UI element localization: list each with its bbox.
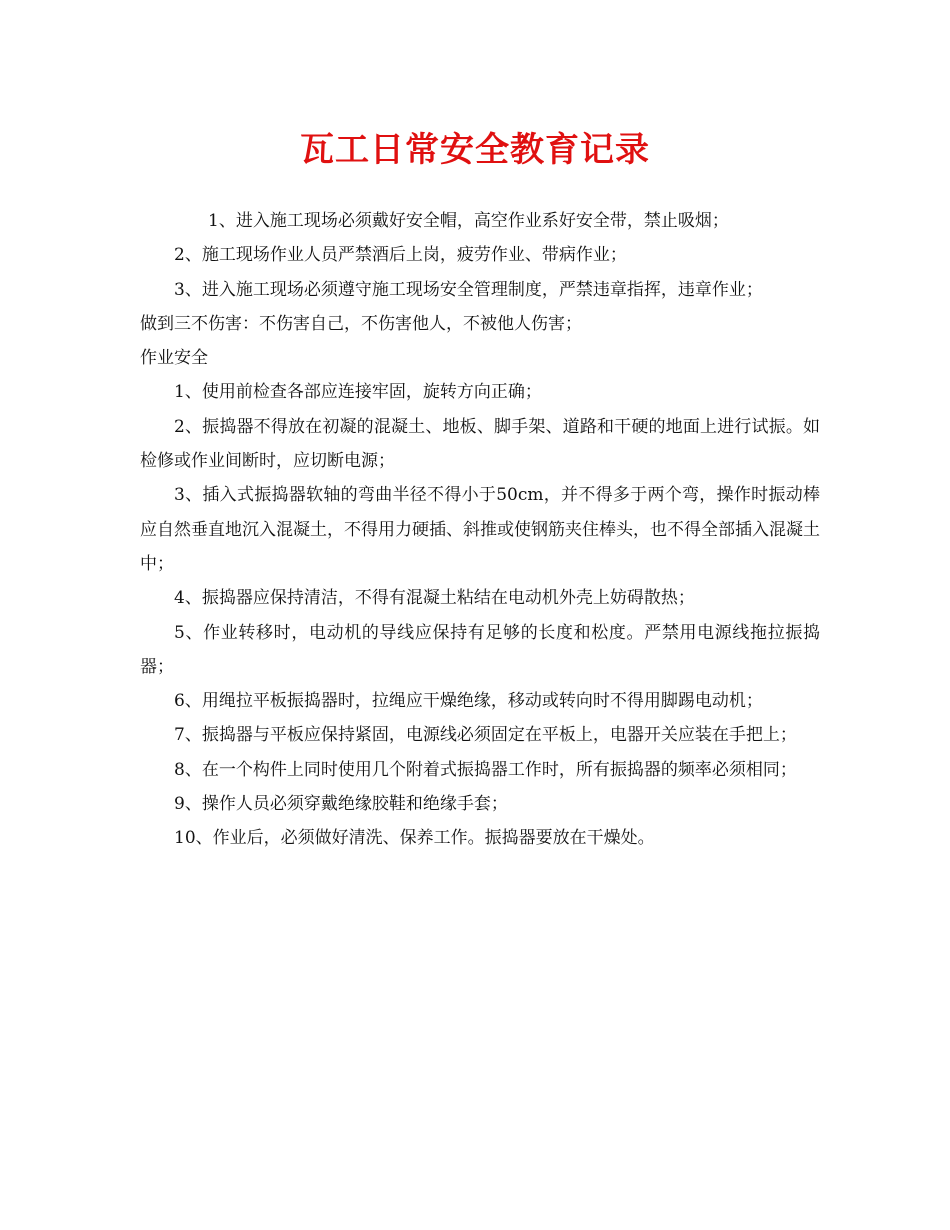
section-item-9: 9、操作人员必须穿戴绝缘胶鞋和绝缘手套； — [174, 794, 508, 815]
document-body — [140, 204, 820, 856]
section-item-10: 10、作业后，必须做好清洗、保养工作。振捣器要放在干燥处。 — [174, 828, 655, 849]
section-heading: 作业安全 — [140, 348, 208, 369]
section-item-5: 5、作业转移时，电动机的导线应保持有足够的长度和松度。严禁用电源线拖拉振捣器； — [140, 622, 820, 677]
section-item-7: 7、振捣器与平板应保持紧固，电源线必须固定在平板上，电器开关应装在手把上； — [174, 725, 797, 746]
section-item-1: 1、使用前检查各部应连接牢固，旋转方向正确； — [174, 382, 542, 403]
section-item-2: 2、振捣器不得放在初凝的混凝土、地板、脚手架、道路和干硬的地面上进行试振。如检修或作业间断时，应切断电源； — [140, 416, 820, 472]
section-item-3: 3、插入式振捣器软轴的弯曲半径不得小于50cm，并不得多于两个弯，操作时振动棒应自然垂直地沉入混凝土，不得用力硬插、斜推或使钢筋夹住棒头，也不得全部插入混凝土中； — [140, 485, 820, 574]
section-item-8: 8、在一个构件上同时使用几个附着式振捣器工作时，所有振捣器的频率必须相同； — [174, 759, 797, 780]
intro-item-1: 1、进入施工现场必须戴好安全帽，高空作业系好安全带，禁止吸烟； — [208, 211, 729, 231]
intro-item-2: 2、施工现场作业人员严禁酒后上岗，疲劳作业、带病作业； — [174, 245, 627, 266]
intro-item-3: 3、进入施工现场必须遵守施工现场安全管理制度，严禁违章指挥，违章作业； — [174, 279, 763, 300]
intro-item-3-continuation: 做到三不伤害：不伤害自己，不伤害他人，不被他人伤害； — [140, 313, 582, 334]
section-item-6: 6、用绳拉平板振捣器时，拉绳应干燥绝缘，移动或转向时不得用脚踢电动机； — [174, 691, 763, 712]
section-item-4: 4、振捣器应保持清洁，不得有混凝土粘结在电动机外壳上妨碍散热； — [174, 588, 695, 609]
document-title: 瓦工日常安全教育记录 — [300, 130, 650, 170]
